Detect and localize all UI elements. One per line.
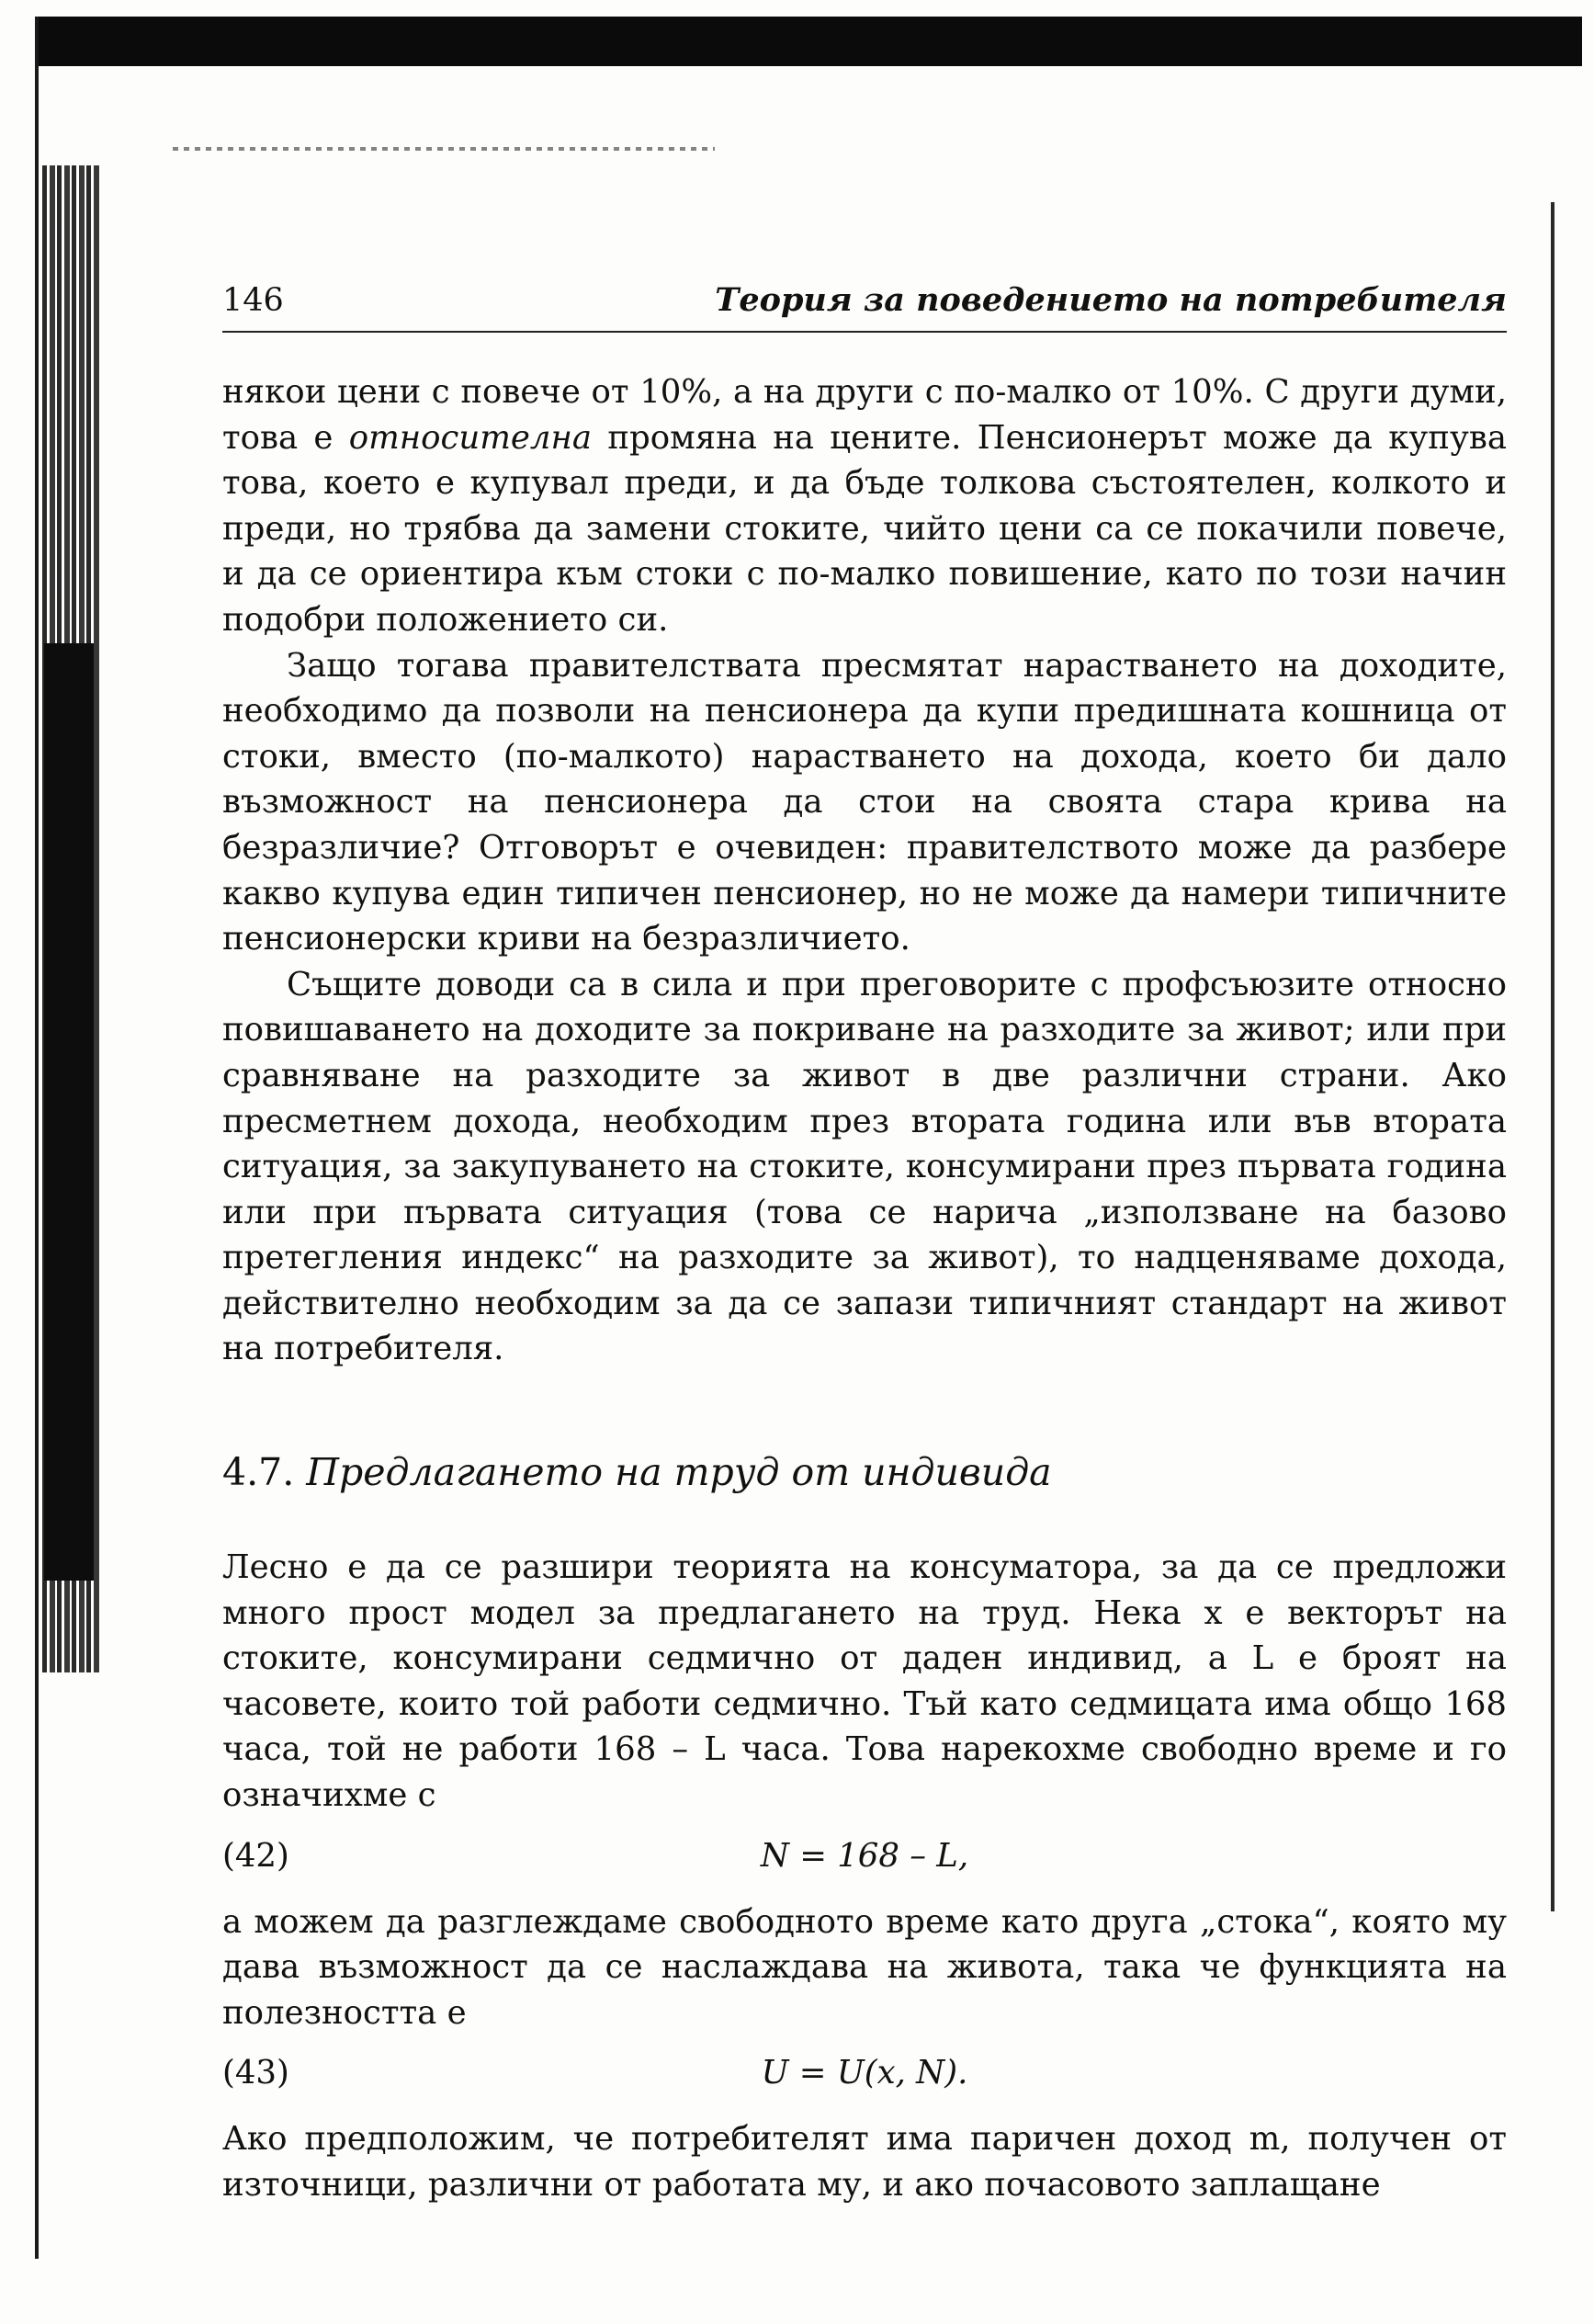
scan-top-border (37, 17, 1582, 66)
scan-right-edge (1551, 202, 1554, 1911)
equation-43-number: (43) (222, 2054, 289, 2092)
paragraph-1-rest: промяна на цените. Пенсионерът може да купува това, което е купувал преди, и да бъде толкова състоятелен, колкото и преди, но трябва да замени стоките, чийто цени са се покачили повече, и да се ориентира към стоки с по-малко повишение, като по този начин подобри положението си. (222, 418, 1507, 639)
equation-43 (222, 2045, 1507, 2102)
book-spine-dark (44, 643, 94, 1581)
paragraph-1-start: някои цени с повече от 10%, а на други с по-малко от 10%. С други думи, това е (222, 373, 1507, 457)
paragraph-5: а можем да разглеждаме свободното време като друга „стока“, която му дава възможност да се наслаждава на живота, така че функцията на полезността е (222, 1902, 1507, 2032)
scan-left-edge (35, 17, 39, 2259)
paragraph-4: Лесно е да се разшири теорията на консуматора, за да се предложи много прост модел за предлагането на труд. Нека x е векторът на стоките, консумирани седмично от даден индивид, а L е броят на часовете, които той работи седмично. Тъй като седмицата има общо 168 часа, той не работи 168 – L часа. Това нарекохме свободно време и го означихме с (222, 1548, 1507, 1815)
page-body (222, 369, 1507, 2208)
equation-43-body: U = U(x, N). (761, 2054, 968, 2092)
page-number: 146 (222, 282, 284, 319)
paragraph-1 (222, 369, 1507, 643)
paragraph-2: Защо тогава правителствата пресмятат нарастването на доходите, необходимо да позволи на пенсионера да купи предишната кошница от стоки, вместо (по-малкото) нарастването на дохода, което би дало възможност на пенсионера да стои на своята стара крива на безразличие? Отговорът е очевиден: правителството може да разбере какво купува един типичен пенсионер, но не може да намери типичните пенсионерски криви на безразличието. (222, 646, 1507, 958)
section-number: 4.7. (222, 1450, 295, 1495)
running-title: Теория за поведението на потребителя (715, 281, 1507, 319)
equation-42 (222, 1828, 1507, 1885)
paragraph-6: Ако предположим, че потребителят има паричен доход m, получен от източници, различни от работата му, и ако почасовото заплащане (222, 2120, 1507, 2204)
equation-42-body: N = 168 – L, (760, 1836, 969, 1875)
page-header (222, 278, 1507, 333)
section-title: Предлагането на труд от индивида (306, 1450, 1052, 1495)
paragraph-3: Същите доводи са в сила и при преговорите с профсъюзите относно повишаването на доходите за покриване на разходите за живот; или при сравняване на разходите за живот в две различни страни. Ако пресметнем дохода, необходим през втората година или във втората ситуация, за закупуването на стоките, консумирани през първата година или при първата ситуация (това се нарича „използване на базово претегления индекс“ на разходите за живот), то надценяваме дохода, действително необходим за да се запази типичният стандарт на живот на потребителя. (222, 965, 1507, 1368)
scan-smudge (173, 147, 715, 151)
equation-42-number: (42) (222, 1836, 289, 1875)
section-heading (222, 1449, 1507, 1495)
emphasis-term: относителна (348, 418, 593, 457)
